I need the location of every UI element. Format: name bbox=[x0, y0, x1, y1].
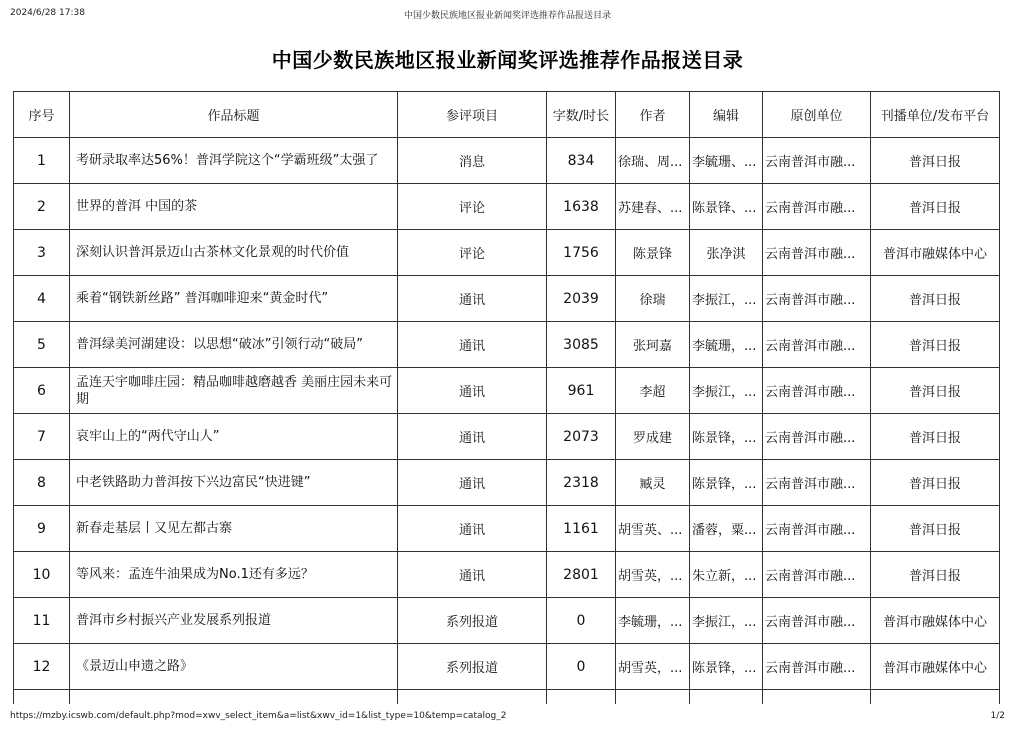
author-cell: 胡雪英、... bbox=[616, 506, 690, 552]
table-row-cut-off bbox=[14, 690, 1000, 705]
row-number: 11 bbox=[14, 598, 70, 644]
editor-cell: 陈景锋，... bbox=[690, 644, 763, 690]
editor-cell: 潘蓉，粟... bbox=[690, 506, 763, 552]
empty-cell bbox=[763, 690, 871, 705]
column-header-words: 字数/时长 bbox=[547, 92, 616, 138]
empty-cell bbox=[616, 690, 690, 705]
author-cell: 臧灵 bbox=[616, 460, 690, 506]
table-header-row bbox=[14, 92, 1000, 138]
publisher-cell: 普洱日报 bbox=[871, 276, 1000, 322]
publisher-cell: 普洱日报 bbox=[871, 552, 1000, 598]
row-number: 7 bbox=[14, 414, 70, 460]
work-title: 新春走基层丨又见左都古寨 bbox=[70, 506, 398, 552]
category-cell: 通讯 bbox=[398, 322, 547, 368]
print-page-number: 1/2 bbox=[990, 711, 1005, 721]
work-title: 世界的普洱 中国的茶 bbox=[70, 184, 398, 230]
works-catalog-table bbox=[13, 91, 1000, 704]
author-cell: 徐瑞 bbox=[616, 276, 690, 322]
publisher-cell: 普洱日报 bbox=[871, 414, 1000, 460]
editor-cell: 张净淇 bbox=[690, 230, 763, 276]
column-header-no: 序号 bbox=[14, 92, 70, 138]
row-number: 2 bbox=[14, 184, 70, 230]
empty-cell bbox=[70, 690, 398, 705]
table-row bbox=[14, 414, 1000, 460]
category-cell: 通讯 bbox=[398, 414, 547, 460]
column-header-author: 作者 bbox=[616, 92, 690, 138]
category-cell: 系列报道 bbox=[398, 644, 547, 690]
origin-unit-cell: 云南普洱市融... bbox=[763, 230, 871, 276]
work-title: 哀牢山上的“两代守山人” bbox=[70, 414, 398, 460]
category-cell: 系列报道 bbox=[398, 598, 547, 644]
origin-unit-cell: 云南普洱市融... bbox=[763, 368, 871, 414]
word-count-cell: 2801 bbox=[547, 552, 616, 598]
word-count-cell: 1638 bbox=[547, 184, 616, 230]
table-row bbox=[14, 506, 1000, 552]
word-count-cell: 2039 bbox=[547, 276, 616, 322]
print-source-url: https://mzby.icswb.com/default.php?mod=xwv_select_item&a=list&xwv_id=1&list_type=10&temp=catalog_2 bbox=[10, 711, 507, 721]
origin-unit-cell: 云南普洱市融... bbox=[763, 276, 871, 322]
row-number: 4 bbox=[14, 276, 70, 322]
work-title: 孟连天宇咖啡庄园：精品咖啡越磨越香 美丽庄园未来可期 bbox=[70, 368, 398, 414]
editor-cell: 朱立新，... bbox=[690, 552, 763, 598]
editor-cell: 陈景锋、... bbox=[690, 184, 763, 230]
editor-cell: 李毓珊、... bbox=[690, 138, 763, 184]
document-title: 中国少数民族地区报业新闻奖评选推荐作品报送目录 bbox=[271, 48, 744, 72]
category-cell: 评论 bbox=[398, 230, 547, 276]
table-row bbox=[14, 184, 1000, 230]
print-page-title: 中国少数民族地区报业新闻奖评选推荐作品报送目录 bbox=[403, 11, 611, 21]
row-number: 1 bbox=[14, 138, 70, 184]
row-number: 5 bbox=[14, 322, 70, 368]
table-row bbox=[14, 552, 1000, 598]
column-header-editor: 编辑 bbox=[690, 92, 763, 138]
category-cell: 通讯 bbox=[398, 552, 547, 598]
author-cell: 陈景锋 bbox=[616, 230, 690, 276]
editor-cell: 李振江，... bbox=[690, 598, 763, 644]
column-header-category: 参评项目 bbox=[398, 92, 547, 138]
origin-unit-cell: 云南普洱市融... bbox=[763, 598, 871, 644]
category-cell: 通讯 bbox=[398, 276, 547, 322]
publisher-cell: 普洱日报 bbox=[871, 368, 1000, 414]
empty-cell bbox=[398, 690, 547, 705]
row-number: 3 bbox=[14, 230, 70, 276]
work-title: 乘着“钢铁新丝路” 普洱咖啡迎来“黄金时代” bbox=[70, 276, 398, 322]
table-row bbox=[14, 230, 1000, 276]
author-cell: 李毓珊，... bbox=[616, 598, 690, 644]
column-header-title: 作品标题 bbox=[70, 92, 398, 138]
word-count-cell: 1756 bbox=[547, 230, 616, 276]
empty-cell bbox=[871, 690, 1000, 705]
empty-cell bbox=[547, 690, 616, 705]
editor-cell: 陈景锋，... bbox=[690, 414, 763, 460]
table-row bbox=[14, 138, 1000, 184]
print-datetime: 2024/6/28 17:38 bbox=[10, 8, 85, 18]
category-cell: 通讯 bbox=[398, 460, 547, 506]
work-title: 普洱市乡村振兴产业发展系列报道 bbox=[70, 598, 398, 644]
category-cell: 通讯 bbox=[398, 368, 547, 414]
author-cell: 徐瑞、周... bbox=[616, 138, 690, 184]
origin-unit-cell: 云南普洱市融... bbox=[763, 552, 871, 598]
row-number: 9 bbox=[14, 506, 70, 552]
origin-unit-cell: 云南普洱市融... bbox=[763, 138, 871, 184]
work-title: 中老铁路助力普洱按下兴边富民“快进键” bbox=[70, 460, 398, 506]
table-row bbox=[14, 322, 1000, 368]
author-cell: 李超 bbox=[616, 368, 690, 414]
origin-unit-cell: 云南普洱市融... bbox=[763, 414, 871, 460]
word-count-cell: 961 bbox=[547, 368, 616, 414]
category-cell: 评论 bbox=[398, 184, 547, 230]
work-title: 考研录取率达56%！普洱学院这个“学霸班级”太强了 bbox=[70, 138, 398, 184]
word-count-cell: 834 bbox=[547, 138, 616, 184]
word-count-cell: 1161 bbox=[547, 506, 616, 552]
origin-unit-cell: 云南普洱市融... bbox=[763, 184, 871, 230]
row-number: 6 bbox=[14, 368, 70, 414]
row-number: 12 bbox=[14, 644, 70, 690]
word-count-cell: 2318 bbox=[547, 460, 616, 506]
word-count-cell: 3085 bbox=[547, 322, 616, 368]
author-cell: 张珂嘉 bbox=[616, 322, 690, 368]
author-cell: 苏建春、... bbox=[616, 184, 690, 230]
editor-cell: 陈景锋，... bbox=[690, 460, 763, 506]
word-count-cell: 2073 bbox=[547, 414, 616, 460]
author-cell: 胡雪英，... bbox=[616, 552, 690, 598]
publisher-cell: 普洱日报 bbox=[871, 184, 1000, 230]
table-row bbox=[14, 644, 1000, 690]
row-number: 10 bbox=[14, 552, 70, 598]
work-title: 《景迈山申遗之路》 bbox=[70, 644, 398, 690]
publisher-cell: 普洱日报 bbox=[871, 460, 1000, 506]
table-row bbox=[14, 598, 1000, 644]
word-count-cell: 0 bbox=[547, 644, 616, 690]
publisher-cell: 普洱日报 bbox=[871, 506, 1000, 552]
row-number: 8 bbox=[14, 460, 70, 506]
table-row bbox=[14, 368, 1000, 414]
publisher-cell: 普洱日报 bbox=[871, 322, 1000, 368]
editor-cell: 李毓珊，... bbox=[690, 322, 763, 368]
origin-unit-cell: 云南普洱市融... bbox=[763, 506, 871, 552]
origin-unit-cell: 云南普洱市融... bbox=[763, 644, 871, 690]
empty-cell bbox=[14, 690, 70, 705]
publisher-cell: 普洱市融媒体中心 bbox=[871, 644, 1000, 690]
category-cell: 通讯 bbox=[398, 506, 547, 552]
category-cell: 消息 bbox=[398, 138, 547, 184]
author-cell: 胡雪英，... bbox=[616, 644, 690, 690]
work-title: 深刻认识普洱景迈山古茶林文化景观的时代价值 bbox=[70, 230, 398, 276]
publisher-cell: 普洱日报 bbox=[871, 138, 1000, 184]
publisher-cell: 普洱市融媒体中心 bbox=[871, 230, 1000, 276]
empty-cell bbox=[690, 690, 763, 705]
editor-cell: 李振江，... bbox=[690, 276, 763, 322]
work-title: 等风来：孟连牛油果成为No.1还有多远？ bbox=[70, 552, 398, 598]
origin-unit-cell: 云南普洱市融... bbox=[763, 460, 871, 506]
table-row bbox=[14, 276, 1000, 322]
word-count-cell: 0 bbox=[547, 598, 616, 644]
editor-cell: 李振江，... bbox=[690, 368, 763, 414]
table-row bbox=[14, 460, 1000, 506]
origin-unit-cell: 云南普洱市融... bbox=[763, 322, 871, 368]
publisher-cell: 普洱市融媒体中心 bbox=[871, 598, 1000, 644]
column-header-origin: 原创单位 bbox=[763, 92, 871, 138]
work-title: 普洱绿美河湖建设：以思想“破冰”引领行动“破局” bbox=[70, 322, 398, 368]
author-cell: 罗成建 bbox=[616, 414, 690, 460]
column-header-publisher: 刊播单位/发布平台 bbox=[871, 92, 1000, 138]
